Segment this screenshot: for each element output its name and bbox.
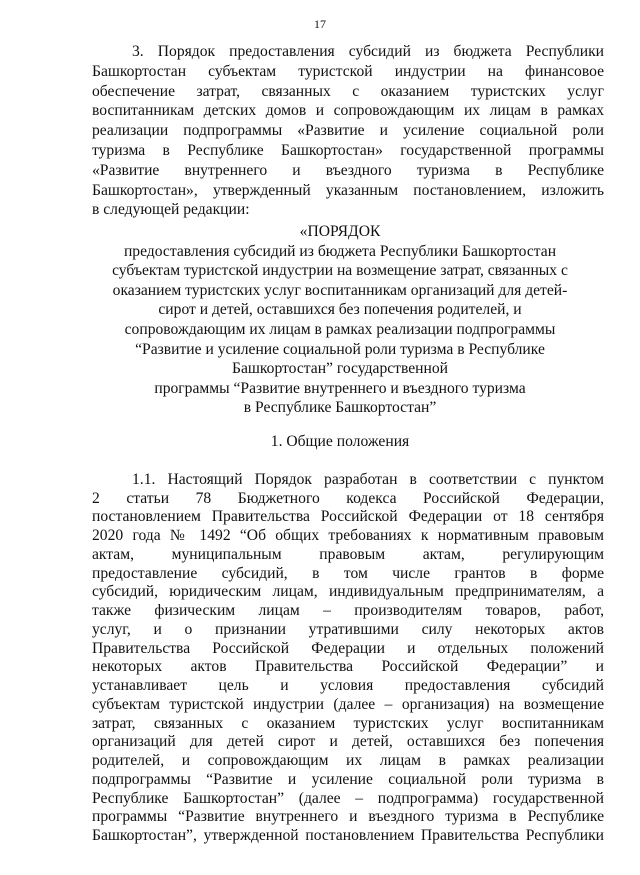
- body-line: затрат, связанных с оказанием туристских услуг воспитанникам: [92, 714, 604, 732]
- section-heading: 1. Общие положения: [270, 433, 410, 450]
- body-line: 2 статьи 78 Бюджетного кодекса Российской Федерации,: [92, 489, 604, 507]
- body-line: Правительства Российской Федерации и отдельных положений: [92, 639, 604, 657]
- body-line: постановлением Правительства Российской Федерации от 18 сентября: [92, 508, 604, 526]
- intro-line: Башкортостан», утвержденный указанным постановлением, изложить: [92, 181, 604, 199]
- body-line: предоставление субсидий, в том числе грантов в форме: [92, 564, 604, 582]
- title-line: субъектам туристской индустрии на возмещение затрат, связанных с: [112, 262, 568, 280]
- body-line: программы “Развитие внутреннего и въездного туризма в Республике: [92, 808, 604, 826]
- title-line: оказанием туристских услуг воспитанникам организаций для детей-: [112, 281, 568, 299]
- intro-line: 3. Порядок предоставления субсидий из бюджета Республики: [132, 43, 604, 60]
- body-line: 2020 года № 1492 “Об общих требованиях к нормативным правовым: [92, 527, 604, 545]
- page-number: 17: [314, 17, 326, 31]
- intro-line: Башкортостан субъектам туристской индустрии на финансовое: [92, 62, 604, 80]
- body-line: 1.1. Настоящий Порядок разработан в соответствии с пунктом: [132, 471, 604, 488]
- title-line: предоставления субсидий из бюджета Республики Башкортостан: [123, 242, 557, 260]
- intro-line: реализации подпрограммы «Развитие и усиление социальной роли: [92, 122, 604, 140]
- intro-line: в следующей редакции:: [92, 201, 250, 219]
- body-line: родителей, и сопровождающим их лицам в рамках реализации: [92, 752, 604, 770]
- title-line: «ПОРЯДОК: [299, 223, 381, 240]
- intro-line: туризма в Республике Башкортостан» государственной программы: [92, 142, 604, 159]
- title-line: “Развитие и усиление социальной роли туризма в Республике: [135, 340, 545, 358]
- title-line: сирот и детей, оставшихся без попечения родителей, и: [158, 301, 522, 319]
- intro-line: «Развитие внутреннего и въездного туризма в Республике: [92, 161, 604, 179]
- title-line: сопровождающим их лицам в рамках реализации подпрограммы: [124, 321, 556, 338]
- body-line: некоторых актов Правительства Российской Федерации” и: [92, 658, 604, 676]
- title-line: Башкортостан” государственной: [232, 360, 448, 378]
- body-line: подпрограммы “Развитие и усиление социальной роли туризма в: [92, 770, 604, 788]
- body-line: актам, муниципальным правовым актам, регулирующим: [92, 545, 604, 563]
- body-line: организаций для детей сирот и детей, оставшихся без попечения: [92, 733, 604, 751]
- body-line: услуг, и о признании утратившими силу некоторых актов: [92, 620, 604, 638]
- body-line: субъектам туристской индустрии (далее – организация) на возмещение: [92, 695, 604, 713]
- title-line: программы “Развитие внутреннего и въездного туризма: [154, 379, 526, 397]
- body-line: также физическим лицам – производителям товаров, работ,: [92, 602, 604, 620]
- body-line: устанавливает цель и условия предоставления субсидий: [92, 677, 604, 695]
- intro-line: воспитанникам детских домов и сопровождающим их лицам в рамках: [92, 102, 604, 120]
- body-line: Республике Башкортостан” (далее – подпрограмма) государственной: [92, 789, 604, 807]
- body-line: Башкортостан”, утвержденной постановлением Правительства Республики: [92, 827, 604, 844]
- intro-line: обеспечение затрат, связанных с оказанием туристских услуг: [92, 82, 604, 100]
- body-line: субсидий, юридическим лицам, индивидуальным предпринимателям, а: [92, 583, 604, 601]
- title-line: в Республике Башкортостан”: [243, 399, 437, 417]
